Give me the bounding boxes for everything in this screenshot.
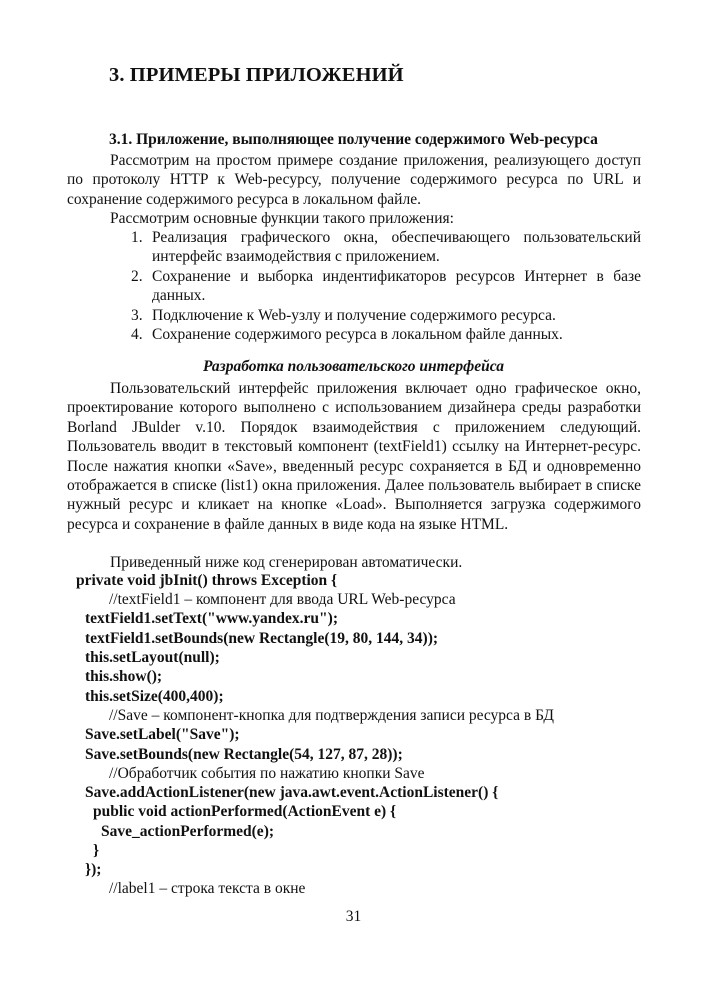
list-item-number: 3. — [131, 306, 143, 324]
code-line: textField1.setText("www.yandex.ru"); — [85, 610, 338, 627]
code-line: textField1.setBounds(new Rectangle(19, 80, 144, 34)); — [85, 630, 439, 647]
list-item-text: Сохранение и выборка индентификаторов ресурсов Интернет в базе данных. — [152, 267, 641, 305]
intro-paragraph: Рассмотрим на простом примере создание приложения, реализующего доступ по протоколу HTTP к Web-ресурсу, получение содержимого ресурса по URL и сохранение содержимого ресурса в локальном файле. — [67, 152, 641, 208]
code-line: this.show(); — [85, 668, 163, 685]
ui-paragraph: Пользовательский интерфейс приложения включает одно графическое окно, проектирование которого выполнено с использованием дизайнера среды разработки Borland JBulder v.10. Порядок взаимодействия с приложением следующий. Пользователь вводит в текстовый компонент (textField1) ссылку на Интернет-ресурс. После нажатия кнопки «Save», введенный ресурс сохраняется в БД и одновременно отображается в списке (list1) окна приложения. Далее пользователь выбирает в списке нужный ресурс и кликает на кнопке «Load». Выполняется загрузка содержимого ресурса и сохранение в файле данных в виде кода на языке HTML. — [67, 380, 641, 533]
list-item-text: Сохранение содержимого ресурса в локальном файле данных. — [152, 326, 563, 344]
chapter-title: 3. ПРИМЕРЫ ПРИЛОЖЕНИЙ — [109, 64, 404, 86]
code-line: this.setLayout(null); — [85, 649, 220, 666]
functions-list — [131, 228, 641, 344]
code-line: private void jbInit() throws Exception { — [76, 572, 338, 589]
functions-intro: Рассмотрим основные функции такого приложения: — [110, 210, 454, 227]
list-item — [131, 306, 641, 325]
section-title: 3.1. Приложение, выполняющее получение содержимого Web-ресурса — [109, 131, 598, 148]
code-line: Save.setBounds(new Rectangle(54, 127, 87, 28)); — [85, 746, 403, 763]
page-number: 31 — [345, 908, 362, 925]
list-item — [131, 228, 641, 267]
code-comment: //label1 – строка текста в окне — [109, 880, 306, 897]
subheading: Разработка пользовательского интерфейса — [203, 358, 504, 375]
list-item — [131, 267, 641, 306]
code-line: }); — [85, 861, 102, 878]
code-line: } — [93, 842, 100, 859]
list-item-text: Реализация графического окна, обеспечивающего пользовательский интерфейс взаимодействия с приложением. — [152, 229, 641, 266]
code-comment: //Save – компонент-кнопка для подтверждения записи ресурса в БД — [109, 707, 554, 724]
code-line: this.setSize(400,400); — [85, 688, 224, 705]
list-item-number: 1. — [131, 229, 143, 246]
list-item — [131, 325, 641, 344]
code-comment: //textField1 – компонент для ввода URL Web-ресурса — [109, 591, 456, 608]
code-comment: //Обработчик события по нажатию кнопки Save — [109, 765, 425, 782]
list-item-number: 2. — [131, 267, 143, 285]
code-line: public void actionPerformed(ActionEvent e) { — [93, 803, 397, 820]
list-item-number: 4. — [131, 326, 143, 344]
code-line: Save_actionPerformed(e); — [101, 823, 275, 840]
code-line: Save.setLabel("Save"); — [85, 726, 240, 743]
list-item-text: Подключение к Web-узлу и получение содержимого ресурса. — [152, 306, 556, 324]
code-intro: Приведенный ниже код сгенерирован автоматически. — [110, 554, 463, 571]
code-line: Save.addActionListener(new java.awt.event.ActionListener() { — [85, 784, 499, 801]
